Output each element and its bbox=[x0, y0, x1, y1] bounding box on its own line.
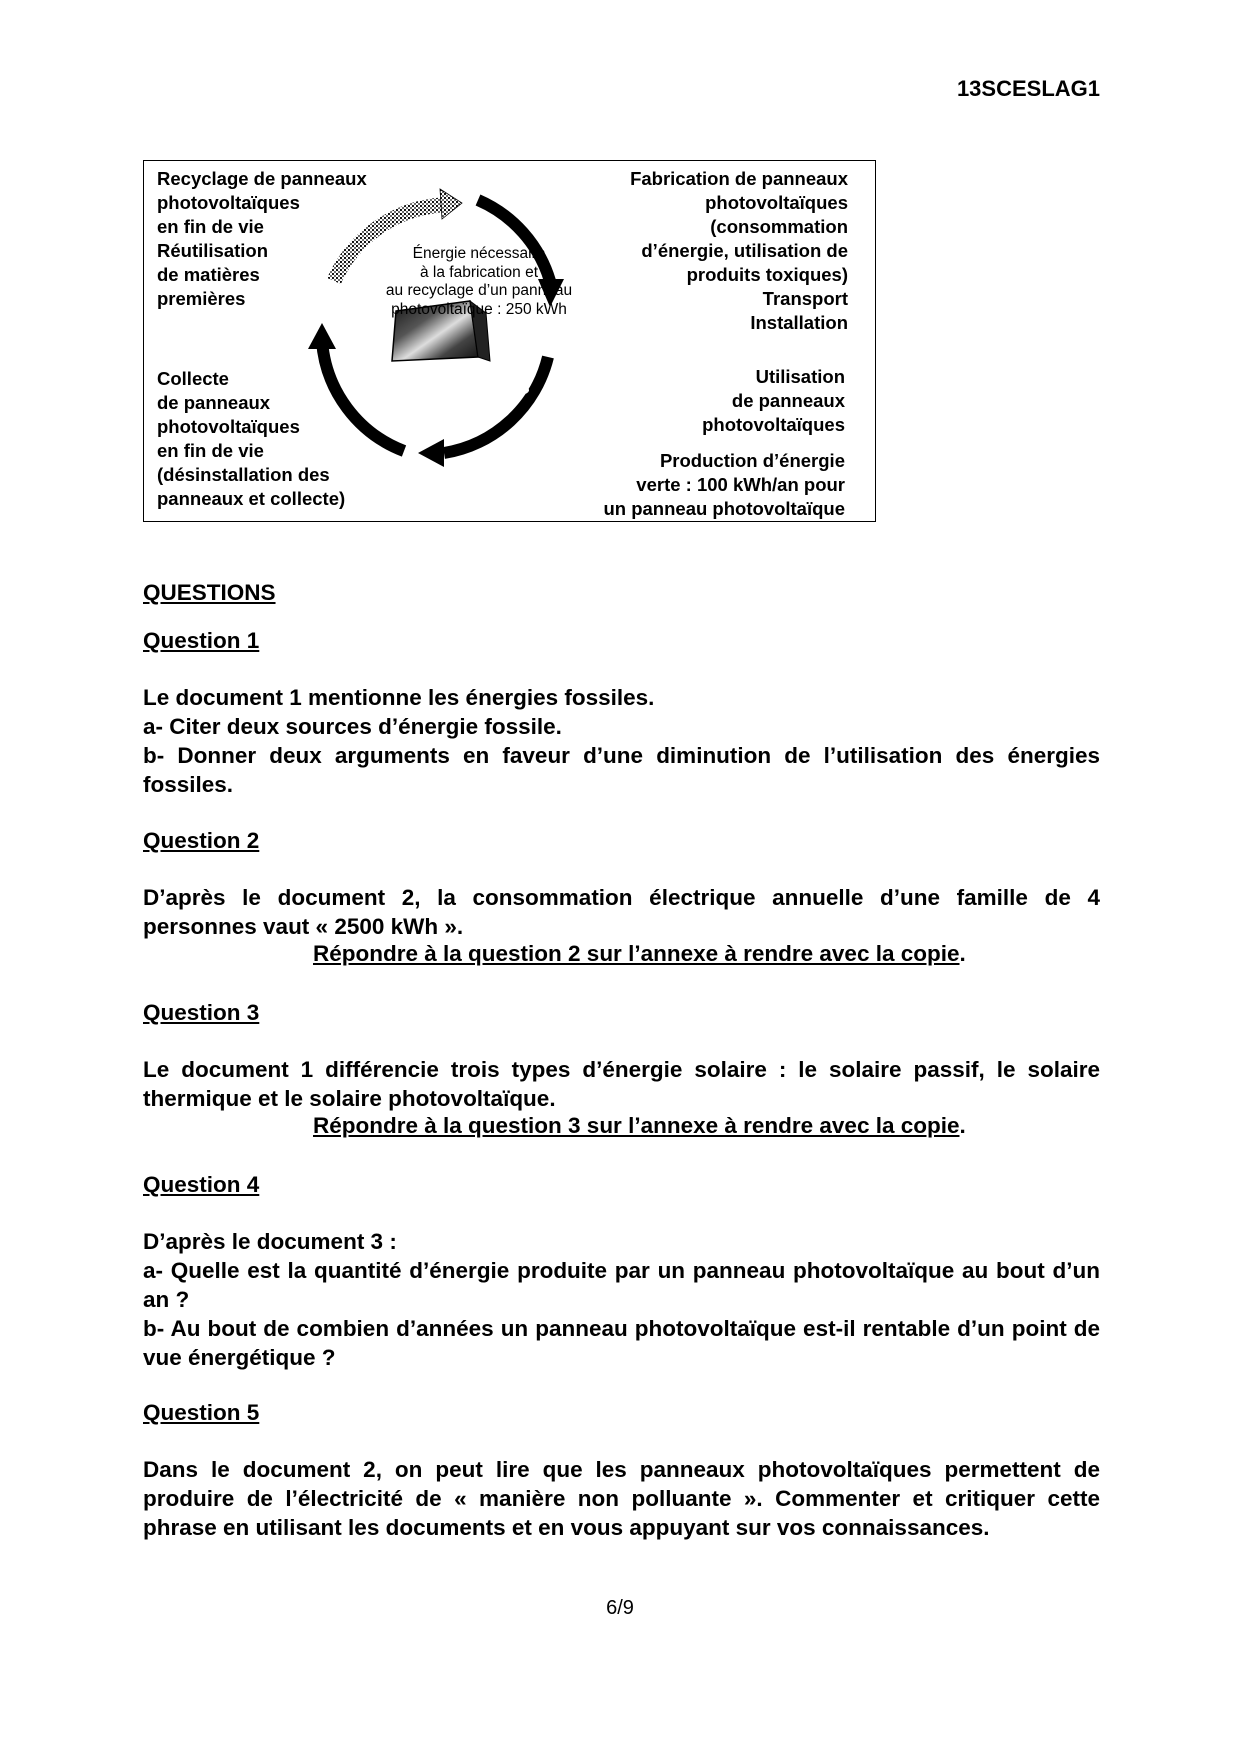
document-code: 13SCESLAG1 bbox=[956, 76, 1100, 101]
question-1-body bbox=[143, 683, 1100, 799]
question-3-heading: Question 3 bbox=[143, 1000, 260, 1025]
page-number: 6/9 bbox=[606, 1597, 634, 1619]
question-5-heading-block bbox=[143, 1398, 1100, 1427]
questions-title-block bbox=[143, 578, 1100, 607]
question-4-line-1: D’après le document 3 : bbox=[143, 1229, 397, 1254]
duration-label: 25 ans bbox=[487, 379, 533, 420]
arrow-head-recycling bbox=[440, 189, 462, 219]
question-3-body bbox=[143, 1055, 1100, 1113]
question-1-line-3: b- Donner deux arguments en faveur d’une diminution de l’utilisation des énergies fossiles. bbox=[143, 743, 1100, 797]
question-5-heading: Question 5 bbox=[143, 1400, 260, 1425]
questions-title: QUESTIONS bbox=[143, 580, 276, 605]
question-5-body bbox=[143, 1455, 1100, 1542]
arrow-head-collection bbox=[308, 323, 336, 349]
question-2-text: D’après le document 2, la consommation électrique annuelle d’une famille de 4 personnes vaut « 2500 kWh ». bbox=[143, 885, 1100, 939]
question-3-answer-note: Répondre à la question 3 sur l’annexe à rendre avec la copie. bbox=[313, 1113, 966, 1138]
arrow-head-usage bbox=[418, 439, 444, 467]
question-3-text: Le document 1 différencie trois types d’énergie solaire : le solaire passif, le solaire thermique et le solaire photovoltaïque. bbox=[143, 1057, 1100, 1111]
label-recycling: Recyclage de panneaux photovoltaïques en fin de vie Réutilisation de matières premières bbox=[157, 168, 367, 309]
question-1-heading: Question 1 bbox=[143, 628, 260, 653]
label-usage: Utilisation de panneaux photovoltaïques bbox=[702, 366, 845, 435]
center-energy-note: Énergie nécessaire à la fabrication et au recyclage d’un panneau photovoltaïque : 250 kWh bbox=[385, 245, 573, 318]
question-2-body bbox=[143, 883, 1100, 941]
question-2-answer-note: Répondre à la question 2 sur l’annexe à rendre avec la copie. bbox=[313, 941, 966, 966]
label-collection: Collecte de panneaux photovoltaïques en fin de vie (désinstallation des panneaux et collecte) bbox=[157, 368, 346, 509]
question-1-heading-block bbox=[143, 626, 1100, 655]
question-2-heading-block bbox=[143, 826, 1100, 855]
question-3-heading-block bbox=[143, 998, 1100, 1027]
label-manufacturing: Fabrication de panneaux photovoltaïques (consommation d’énergie, utilisation de produits toxiques) Transport Installation bbox=[630, 168, 848, 333]
question-1-line-1: Le document 1 mentionne les énergies fossiles. bbox=[143, 685, 655, 710]
question-4-line-3: b- Au bout de combien d’années un panneau photovoltaïque est-il rentable d’un point de vue énergétique ? bbox=[143, 1316, 1100, 1370]
question-5-text: Dans le document 2, on peut lire que les panneaux photovoltaïques permettent de produire de l’électricité de « manière non polluante ». Commenter et critiquer cette phrase en utilisant les documents et en vous appuyant sur vos connaissances. bbox=[143, 1457, 1100, 1540]
question-4-line-2: a- Quelle est la quantité d’énergie produite par un panneau photovoltaïque au bout d’un an ? bbox=[143, 1258, 1100, 1312]
lifecycle-figure bbox=[143, 160, 876, 522]
question-1-line-2: a- Citer deux sources d’énergie fossile. bbox=[143, 714, 562, 739]
question-4-heading: Question 4 bbox=[143, 1172, 260, 1197]
question-2-heading: Question 2 bbox=[143, 828, 260, 853]
question-4-body bbox=[143, 1227, 1100, 1372]
question-4-heading-block bbox=[143, 1170, 1100, 1199]
label-production: Production d’énergie verte : 100 kWh/an pour un panneau photovoltaïque bbox=[603, 450, 845, 519]
